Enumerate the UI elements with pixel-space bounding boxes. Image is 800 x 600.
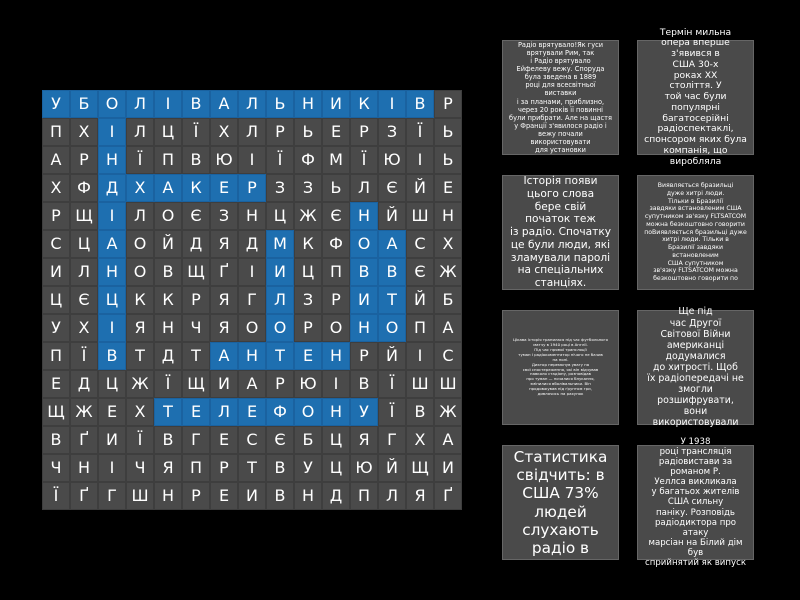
grid-cell[interactable]: Є (322, 202, 350, 230)
grid-cell[interactable]: Х (70, 118, 98, 146)
grid-cell[interactable]: О (126, 258, 154, 286)
grid-cell[interactable]: Ґ (70, 482, 98, 510)
grid-cell[interactable]: У (350, 398, 378, 426)
grid-cell[interactable]: Е (182, 398, 210, 426)
grid-cell[interactable]: Ь (266, 90, 294, 118)
grid-cell[interactable]: Е (42, 370, 70, 398)
grid-cell[interactable]: В (350, 258, 378, 286)
grid-cell[interactable]: Ю (294, 370, 322, 398)
clue-card-text: Цікава історія трапилася під час футбольного матчу в 1940 році в Англії. Під час прямої трансляції туман і радіокоментатор нічого не бачив на полі. Диктор перемкнув увагу на свої спостереження, які він відчував навколо стадіону, розповідав про туман — почалися блукання, змінилися вболівальники. Він продовжував під ґрунтом гри, дивлячись на рахунок (513, 337, 608, 396)
grid-cell[interactable]: В (266, 482, 294, 510)
grid-cell[interactable]: Ф (294, 146, 322, 174)
grid-cell[interactable]: А (210, 90, 238, 118)
grid-cell[interactable]: Щ (182, 258, 210, 286)
grid-cell[interactable]: А (98, 230, 126, 258)
grid-cell[interactable]: У (42, 90, 70, 118)
clue-card-7[interactable] (502, 445, 619, 560)
grid-cell[interactable]: Н (154, 314, 182, 342)
grid-cell[interactable]: Я (154, 454, 182, 482)
grid-cell[interactable]: Р (182, 286, 210, 314)
grid-cell[interactable]: А (434, 314, 462, 342)
grid-cell[interactable]: Й (378, 202, 406, 230)
grid-cell[interactable]: І (98, 118, 126, 146)
grid-cell[interactable]: Я (126, 314, 154, 342)
grid-cell[interactable]: О (154, 202, 182, 230)
grid-cell[interactable]: І (98, 314, 126, 342)
grid-cell[interactable]: І (98, 454, 126, 482)
grid-cell[interactable]: Р (238, 174, 266, 202)
grid-cell[interactable]: У (294, 454, 322, 482)
grid-cell[interactable]: Ч (42, 454, 70, 482)
grid-cell[interactable]: Х (434, 230, 462, 258)
grid-cell[interactable]: Ґ (434, 482, 462, 510)
grid-cell[interactable]: Й (378, 454, 406, 482)
grid-cell[interactable]: Л (126, 118, 154, 146)
grid-cell[interactable]: Н (98, 146, 126, 174)
clue-card-text: Ще під час Другої Світової Війни американці додумалися до хитрості. Щоб їх радіопередачі не змогли розшифрувати, вони використовували (647, 306, 744, 429)
grid-cell[interactable]: З (266, 174, 294, 202)
grid-cell[interactable]: Х (406, 426, 434, 454)
grid-cell[interactable]: Т (126, 342, 154, 370)
grid-cell[interactable]: Е (98, 398, 126, 426)
grid-cell[interactable]: И (238, 482, 266, 510)
grid-cell[interactable]: А (378, 230, 406, 258)
grid-cell[interactable]: Е (238, 398, 266, 426)
grid-cell[interactable]: О (378, 314, 406, 342)
clue-card-5[interactable] (502, 310, 619, 425)
grid-cell[interactable]: Ь (434, 146, 462, 174)
grid-cell[interactable]: Ц (322, 426, 350, 454)
grid-cell[interactable]: В (182, 90, 210, 118)
grid-cell[interactable]: П (406, 314, 434, 342)
grid-cell[interactable]: В (98, 342, 126, 370)
clue-card-8[interactable] (637, 436, 754, 569)
grid-cell[interactable]: О (322, 314, 350, 342)
grid-cell[interactable]: О (294, 398, 322, 426)
grid-cell[interactable]: Н (294, 90, 322, 118)
grid-cell[interactable]: Р (350, 342, 378, 370)
grid-cell[interactable]: Щ (182, 370, 210, 398)
grid-cell[interactable]: П (182, 454, 210, 482)
grid-cell[interactable]: К (126, 286, 154, 314)
grid-cell[interactable]: Д (98, 174, 126, 202)
grid-cell[interactable]: І (406, 342, 434, 370)
grid-cell[interactable]: Л (238, 118, 266, 146)
grid-cell[interactable]: Л (350, 174, 378, 202)
grid-cell[interactable]: Р (70, 146, 98, 174)
grid-cell[interactable]: Л (70, 258, 98, 286)
grid-cell[interactable]: Ї (70, 342, 98, 370)
grid-cell[interactable]: Я (210, 230, 238, 258)
grid-cell[interactable]: З (294, 286, 322, 314)
grid-cell[interactable]: Т (154, 398, 182, 426)
grid-cell[interactable]: І (378, 90, 406, 118)
grid-cell[interactable]: Ж (434, 258, 462, 286)
grid-cell[interactable]: П (350, 482, 378, 510)
grid-cell[interactable]: И (350, 286, 378, 314)
grid-cell[interactable]: Ц (70, 230, 98, 258)
grid-cell[interactable]: Й (406, 174, 434, 202)
grid-cell[interactable]: Ю (350, 454, 378, 482)
clue-card-text: Статистика свідчить: в США 73% людей слухають радіо в (513, 448, 608, 557)
grid-cell[interactable]: Ж (126, 370, 154, 398)
grid-cell[interactable]: Ї (126, 146, 154, 174)
grid-cell[interactable]: Є (266, 426, 294, 454)
grid-cell[interactable]: В (350, 370, 378, 398)
grid-cell[interactable]: И (42, 258, 70, 286)
grid-cell[interactable]: Ц (98, 286, 126, 314)
grid-cell[interactable]: К (154, 286, 182, 314)
grid-cell[interactable]: Ї (406, 118, 434, 146)
grid-cell[interactable]: И (322, 90, 350, 118)
grid-cell[interactable]: Г (182, 426, 210, 454)
grid-cell[interactable]: У (42, 314, 70, 342)
grid-cell[interactable]: Е (294, 342, 322, 370)
grid-cell[interactable]: Н (350, 314, 378, 342)
grid-cell[interactable]: Ь (434, 118, 462, 146)
grid-cell[interactable]: И (210, 370, 238, 398)
clue-card-4[interactable] (637, 175, 754, 290)
grid-cell[interactable]: Ш (406, 202, 434, 230)
grid-cell[interactable]: Ц (42, 286, 70, 314)
grid-cell[interactable]: Н (294, 482, 322, 510)
grid-cell[interactable]: Р (434, 90, 462, 118)
grid-cell[interactable]: Р (182, 482, 210, 510)
grid-cell[interactable]: Ї (378, 370, 406, 398)
grid-cell[interactable]: Р (266, 118, 294, 146)
grid-cell[interactable]: Я (406, 482, 434, 510)
grid-cell[interactable]: И (434, 454, 462, 482)
grid-cell[interactable]: Д (70, 370, 98, 398)
grid-cell[interactable]: Ц (322, 454, 350, 482)
grid-cell[interactable]: І (154, 90, 182, 118)
grid-cell[interactable]: А (434, 426, 462, 454)
grid-cell[interactable]: Ч (126, 454, 154, 482)
grid-cell[interactable]: О (266, 314, 294, 342)
grid-cell[interactable]: Е (210, 174, 238, 202)
grid-cell[interactable]: Т (266, 342, 294, 370)
grid-cell[interactable]: Щ (42, 398, 70, 426)
grid-cell[interactable]: Ї (42, 482, 70, 510)
grid-cell[interactable]: П (42, 342, 70, 370)
grid-cell[interactable]: З (210, 202, 238, 230)
grid-cell[interactable]: Р (350, 118, 378, 146)
grid-cell[interactable]: Б (294, 426, 322, 454)
grid-cell[interactable]: Е (434, 174, 462, 202)
grid-cell[interactable]: Щ (70, 202, 98, 230)
grid-cell[interactable]: Ф (266, 398, 294, 426)
grid-cell[interactable]: Н (238, 342, 266, 370)
grid-cell[interactable]: Т (378, 286, 406, 314)
grid-cell[interactable]: Д (322, 482, 350, 510)
clue-card-2[interactable] (637, 26, 754, 167)
grid-cell[interactable]: С (434, 342, 462, 370)
grid-cell[interactable]: С (406, 230, 434, 258)
grid-cell[interactable]: І (238, 146, 266, 174)
grid-cell[interactable]: К (182, 174, 210, 202)
grid-cell[interactable]: Ц (266, 202, 294, 230)
grid-cell[interactable]: Я (350, 426, 378, 454)
grid-cell[interactable]: Є (406, 258, 434, 286)
grid-cell[interactable]: Я (210, 286, 238, 314)
clue-card-6[interactable] (637, 306, 754, 429)
clue-card-text: Термін мильна опера вперше з'явився в США 30-х роках XX століття. У той час були популярні багатосерійні радіоспектаклі, спонсором яких була компанія, що виробляла (644, 26, 747, 167)
grid-cell[interactable]: Г (378, 426, 406, 454)
grid-cell[interactable]: Ц (294, 258, 322, 286)
grid-cell[interactable]: Н (238, 202, 266, 230)
grid-cell[interactable]: Л (238, 90, 266, 118)
grid-cell[interactable]: Х (126, 174, 154, 202)
grid-cell[interactable]: Х (126, 398, 154, 426)
grid-cell[interactable]: Г (98, 482, 126, 510)
grid-cell[interactable]: И (266, 258, 294, 286)
clue-card-text: Історія появи цього слова бере свій початок теж із радіо. Спочатку це були люди, які зламували паролі на спеціальних станціях. (509, 175, 612, 289)
grid-cell[interactable]: В (406, 398, 434, 426)
grid-cell[interactable]: Ф (322, 230, 350, 258)
grid-cell[interactable]: Н (70, 454, 98, 482)
grid-cell[interactable]: Ж (70, 398, 98, 426)
grid-cell[interactable]: А (238, 370, 266, 398)
grid-cell[interactable]: П (322, 258, 350, 286)
grid-cell[interactable]: Ї (154, 370, 182, 398)
grid-cell[interactable]: Х (70, 314, 98, 342)
grid-cell[interactable]: Д (154, 342, 182, 370)
grid-cell[interactable]: Ї (182, 118, 210, 146)
grid-cell[interactable]: Ц (98, 370, 126, 398)
grid-cell[interactable]: М (322, 146, 350, 174)
grid-cell[interactable]: К (350, 90, 378, 118)
grid-cell[interactable]: С (238, 426, 266, 454)
grid-cell[interactable]: Ю (210, 146, 238, 174)
grid-cell[interactable]: С (42, 230, 70, 258)
grid-cell[interactable]: І (98, 202, 126, 230)
grid-cell[interactable]: Є (182, 202, 210, 230)
grid-cell[interactable]: Р (294, 314, 322, 342)
grid-cell[interactable]: В (406, 90, 434, 118)
grid-cell[interactable]: Т (238, 454, 266, 482)
grid-cell[interactable]: А (154, 174, 182, 202)
grid-cell[interactable]: Ї (266, 146, 294, 174)
grid-cell[interactable]: Ї (126, 426, 154, 454)
grid-cell[interactable]: Е (210, 426, 238, 454)
grid-cell[interactable]: Ю (378, 146, 406, 174)
grid-cell[interactable]: Г (238, 286, 266, 314)
grid-cell[interactable]: І (238, 258, 266, 286)
grid-cell[interactable]: В (154, 426, 182, 454)
grid-cell[interactable]: Л (126, 202, 154, 230)
grid-cell[interactable]: Ш (434, 370, 462, 398)
grid-cell[interactable]: В (42, 426, 70, 454)
grid-cell[interactable]: О (126, 230, 154, 258)
grid-cell[interactable]: О (350, 230, 378, 258)
grid-cell[interactable]: Н (154, 482, 182, 510)
grid-cell[interactable]: Ґ (70, 426, 98, 454)
grid-cell[interactable]: Ц (154, 118, 182, 146)
grid-cell[interactable]: З (294, 174, 322, 202)
grid-cell[interactable]: Н (98, 258, 126, 286)
grid-cell[interactable]: Ь (322, 174, 350, 202)
grid-cell[interactable]: Й (406, 286, 434, 314)
grid-cell[interactable]: Л (378, 482, 406, 510)
grid-cell[interactable]: Х (42, 174, 70, 202)
grid-cell[interactable]: В (154, 258, 182, 286)
grid-cell[interactable]: Л (210, 398, 238, 426)
grid-cell[interactable]: Н (350, 202, 378, 230)
grid-cell[interactable]: Р (42, 202, 70, 230)
grid-cell[interactable]: Є (70, 286, 98, 314)
grid-cell[interactable]: Б (434, 286, 462, 314)
grid-cell[interactable]: Е (210, 482, 238, 510)
grid-cell[interactable]: В (378, 258, 406, 286)
grid-cell[interactable]: Й (378, 342, 406, 370)
grid-cell[interactable]: І (322, 370, 350, 398)
grid-cell[interactable]: Я (210, 314, 238, 342)
grid-cell[interactable]: Л (126, 90, 154, 118)
grid-cell[interactable]: Й (154, 230, 182, 258)
grid-cell[interactable]: Н (322, 342, 350, 370)
grid-cell[interactable]: Ч (182, 314, 210, 342)
grid-cell[interactable]: Є (378, 174, 406, 202)
grid-cell[interactable]: Ї (378, 398, 406, 426)
grid-cell[interactable]: Е (322, 118, 350, 146)
grid-cell[interactable]: М (266, 230, 294, 258)
grid-cell[interactable]: Ш (126, 482, 154, 510)
grid-cell[interactable]: А (42, 146, 70, 174)
grid-cell[interactable]: Ф (70, 174, 98, 202)
grid-cell[interactable]: Р (210, 454, 238, 482)
clue-card-1[interactable] (502, 40, 619, 155)
grid-cell[interactable]: З (378, 118, 406, 146)
grid-cell[interactable]: Д (182, 230, 210, 258)
clue-card-3[interactable] (502, 175, 619, 290)
grid-cell[interactable]: І (406, 146, 434, 174)
word-search-grid (42, 90, 462, 510)
grid-cell[interactable]: И (98, 426, 126, 454)
grid-cell[interactable]: Т (182, 342, 210, 370)
clue-card-text: Радіо врятувало!Як гуси врятували Рим, так і Радіо врятувало Ейфелеву вежу. Споруда була зведена в 1889 році для всесвітньої виставки і за планами, приблизно, через 20 років її повинні були прибрати. Але на щастя у Франції з'явилося радіо і вежу почали використовувати для установки (509, 41, 612, 154)
grid-cell[interactable]: В (182, 146, 210, 174)
grid-cell[interactable]: А (210, 342, 238, 370)
grid-cell[interactable]: Щ (406, 454, 434, 482)
grid-cell[interactable]: Р (266, 370, 294, 398)
grid-cell[interactable]: Ж (434, 398, 462, 426)
clue-card-text: У 1938 році трансляція радіовистави за романом Р. Уеллса викликала у багатьох жителів США сильну паніку. Розповідь радіодиктора про атаку марсіан на Білий дім був сприйнятий як випуск (644, 436, 747, 569)
grid-cell[interactable]: Н (434, 202, 462, 230)
grid-cell[interactable]: О (98, 90, 126, 118)
grid-cell[interactable]: В (266, 454, 294, 482)
grid-cell[interactable]: Ш (406, 370, 434, 398)
grid-cell[interactable]: Ж (294, 202, 322, 230)
grid-cell[interactable]: Ґ (210, 258, 238, 286)
grid-cell[interactable]: Л (266, 286, 294, 314)
grid-cell[interactable]: О (238, 314, 266, 342)
grid-cell[interactable]: К (294, 230, 322, 258)
clue-card-text: Виявляється бразильці дуже хитрі люди. Тільки в Бразилії завдяки встановленим США супутником зв'язку FLTSATCOM можна безкоштовно говорити поВиявляється бразильці дуже хитрі люди. Тільки в Бразилії завдяки встановленим США супутником зв'язку FLTSATCOM можна безкоштовно говорити по (644, 182, 747, 283)
grid-cell[interactable]: Н (322, 398, 350, 426)
grid-cell[interactable]: Х (210, 118, 238, 146)
grid-cell[interactable]: Р (322, 286, 350, 314)
grid-cell[interactable]: Ї (350, 146, 378, 174)
grid-cell[interactable]: Ь (294, 118, 322, 146)
grid-cell[interactable]: П (154, 146, 182, 174)
grid-cell[interactable]: Б (70, 90, 98, 118)
grid-cell[interactable]: Д (238, 230, 266, 258)
grid-cell[interactable]: П (42, 118, 70, 146)
